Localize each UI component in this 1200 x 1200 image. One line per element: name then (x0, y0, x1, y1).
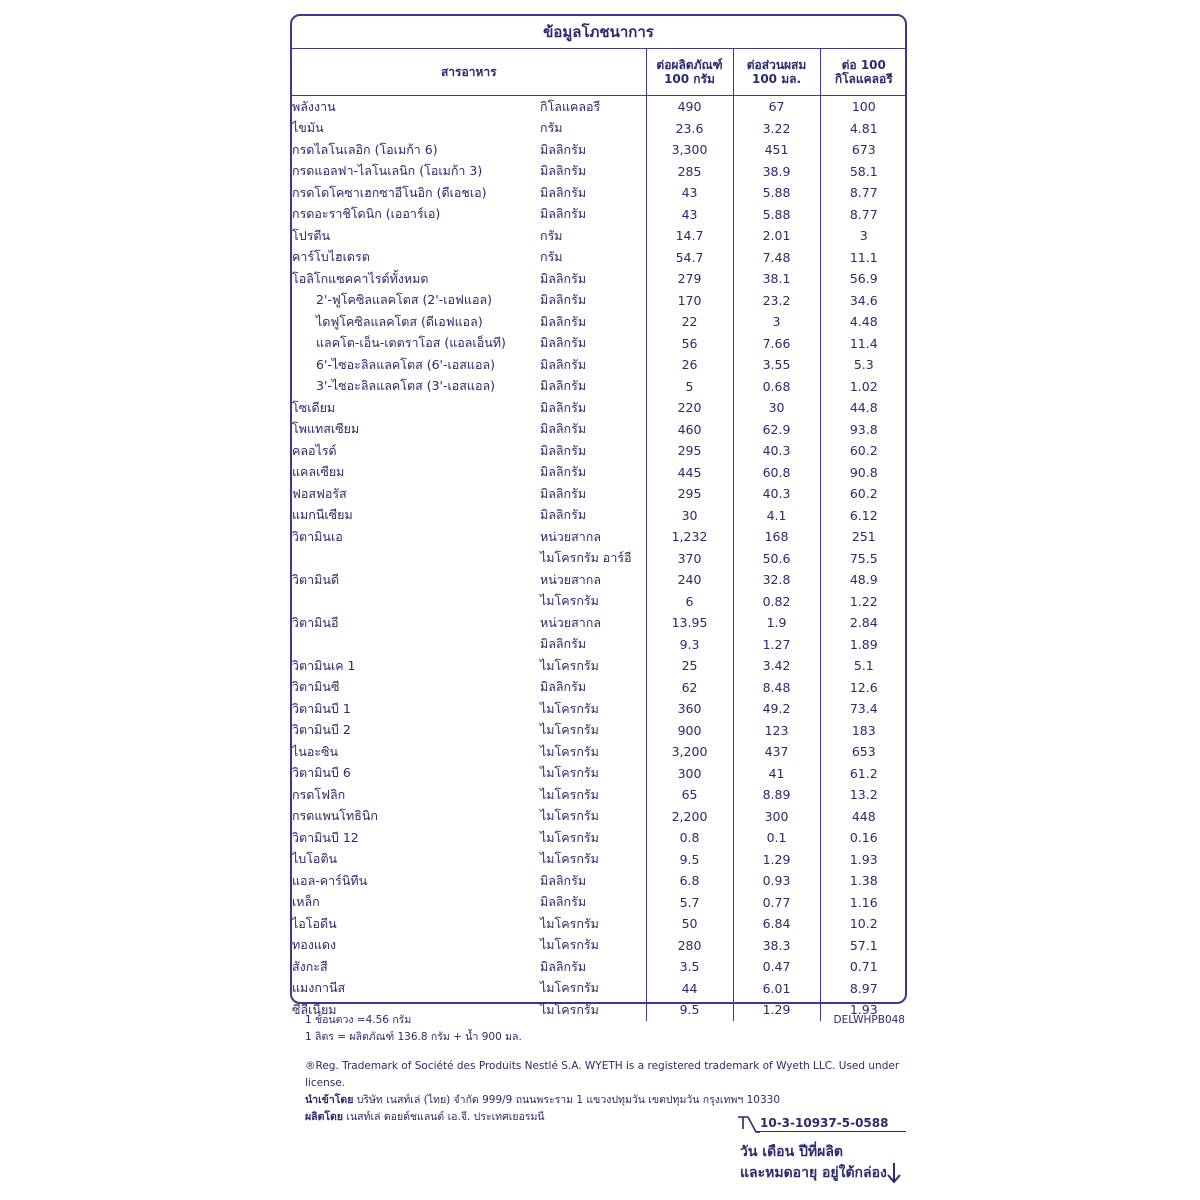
table-row (292, 870, 907, 892)
value-per-100kcal: 100 (820, 96, 907, 118)
header-per-100kcal-line2: กิโลแคลอรี (834, 72, 893, 86)
value-per-100kcal: 58.1 (820, 161, 907, 183)
nutrient-unit: มิลลิกรัม (540, 421, 587, 437)
table-row (292, 139, 907, 161)
value-per-product: 295 (646, 483, 733, 505)
value-per-100kcal: 12.6 (820, 677, 907, 699)
value-per-100kcal: 57.1 (820, 935, 907, 957)
nutrient-name: วิตามินบี 1 (292, 700, 351, 716)
value-per-product: 900 (646, 720, 733, 742)
value-per-product: 13.95 (646, 612, 733, 634)
table-row (292, 591, 907, 613)
nutrient-name: วิตามินอี (292, 614, 339, 630)
trademark-note: ®Reg. Trademark of Société des Produits Nestlé S.A. WYETH is a registered trademark of Wyeth LLC. Used under license. (305, 1060, 900, 1089)
table-row (292, 698, 907, 720)
value-per-100kcal: 44.8 (820, 397, 907, 419)
value-per-serving: 1.29 (733, 849, 820, 871)
nutrient-unit: มิลลิกรัม (540, 335, 587, 351)
value-per-serving: 60.8 (733, 462, 820, 484)
header-per-product-line1: ต่อผลิตภัณฑ์ (656, 58, 723, 72)
importer-text: บริษัท เนสท์เล่ (ไทย) จำกัด 999/9 ถนนพระราม 1 แขวงปทุมวัน เขตปทุมวัน กรุงเทพฯ 10330 (356, 1094, 780, 1106)
value-per-100kcal: 2.84 (820, 612, 907, 634)
nutrient-unit: กิโลแคลอรี (540, 98, 601, 114)
value-per-serving: 437 (733, 741, 820, 763)
value-per-product: 300 (646, 763, 733, 785)
table-row (292, 419, 907, 441)
nutrient-name: วิตามินเค 1 (292, 657, 356, 673)
value-per-product: 220 (646, 397, 733, 419)
value-per-100kcal: 8.77 (820, 204, 907, 226)
nutrient-name: วิตามินบี 2 (292, 722, 351, 738)
value-per-100kcal: 1.93 (820, 849, 907, 871)
value-per-serving: 0.47 (733, 956, 820, 978)
value-per-100kcal: 4.81 (820, 118, 907, 140)
value-per-product: 9.5 (646, 849, 733, 871)
table-row (292, 161, 907, 183)
value-per-product: 9.5 (646, 999, 733, 1021)
table-row (292, 182, 907, 204)
value-per-product: 43 (646, 204, 733, 226)
header-per-100kcal-line1: ต่อ 100 (841, 58, 886, 72)
nutrient-unit: ไมโครกรัม (540, 700, 599, 716)
value-per-100kcal: 61.2 (820, 763, 907, 785)
table-row (292, 720, 907, 742)
value-per-100kcal: 11.4 (820, 333, 907, 355)
value-per-100kcal: 8.97 (820, 978, 907, 1000)
value-per-product: 370 (646, 548, 733, 570)
table-row (292, 677, 907, 699)
value-per-product: 285 (646, 161, 733, 183)
nutrient-unit: หน่วยสากล (540, 528, 602, 544)
nutrient-name: กรดโดโคซาเฮกซาอีโนอิก (ดีเอชเอ) (292, 184, 487, 200)
header-per-product-line2: 100 กรัม (664, 72, 715, 86)
value-per-serving: 123 (733, 720, 820, 742)
value-per-100kcal: 48.9 (820, 569, 907, 591)
nutrient-name: สังกะสี (292, 958, 328, 974)
nutrient-name: วิตามินบี 6 (292, 765, 351, 781)
value-per-product: 44 (646, 978, 733, 1000)
header-per-serving-line2: 100 มล. (751, 72, 802, 86)
nutrient-unit: หน่วยสากล (540, 614, 602, 630)
table-row (292, 827, 907, 849)
nutrient-name: ทองแดง (292, 937, 337, 953)
value-per-product: 30 (646, 505, 733, 527)
nutrient-unit: มิลลิกรัม (540, 894, 587, 910)
nutrient-unit: ไมโครกรัม (540, 743, 599, 759)
value-per-product: 22 (646, 311, 733, 333)
value-per-serving: 300 (733, 806, 820, 828)
header-per-serving (733, 49, 820, 96)
nutrient-name (292, 591, 540, 613)
importer-label: นำเข้าโดย (305, 1094, 354, 1106)
value-per-serving: 3.42 (733, 655, 820, 677)
value-per-100kcal: 3 (820, 225, 907, 247)
table-row (292, 96, 907, 118)
value-per-serving: 0.1 (733, 827, 820, 849)
value-per-100kcal: 8.77 (820, 182, 907, 204)
nutrient-name: 6'-ไซอะลิลแลคโตส (6'-เอสแอล) (316, 356, 496, 372)
value-per-serving: 38.1 (733, 268, 820, 290)
value-per-100kcal: 0.71 (820, 956, 907, 978)
value-per-serving: 0.68 (733, 376, 820, 398)
value-per-product: 5.7 (646, 892, 733, 914)
value-per-serving: 8.89 (733, 784, 820, 806)
value-per-product: 3,200 (646, 741, 733, 763)
table-row (292, 978, 907, 1000)
value-per-100kcal: 448 (820, 806, 907, 828)
table-row (292, 333, 907, 355)
value-per-serving: 67 (733, 96, 820, 118)
nutrient-unit: กรัม (540, 227, 563, 243)
value-per-serving: 40.3 (733, 483, 820, 505)
value-per-product: 6 (646, 591, 733, 613)
value-per-serving: 8.48 (733, 677, 820, 699)
value-per-serving: 62.9 (733, 419, 820, 441)
nutrient-name: แลคโต-เอ็น-เตตราโอส (แอลเอ็นที) (316, 335, 506, 351)
value-per-100kcal: 251 (820, 526, 907, 548)
value-per-product: 0.8 (646, 827, 733, 849)
nutrient-unit: ไมโครกรัม (540, 829, 599, 845)
value-per-serving: 5.88 (733, 182, 820, 204)
table-row (292, 483, 907, 505)
nutrient-name: กรดไลโนเลอิก (โอเมก้า 6) (292, 141, 438, 157)
nutrition-table (292, 49, 907, 1021)
nutrient-unit: มิลลิกรัม (540, 399, 587, 415)
value-per-100kcal: 60.2 (820, 483, 907, 505)
nutrient-name: ไขมัน (292, 120, 324, 136)
table-row (292, 548, 907, 570)
table-row (292, 849, 907, 871)
nutrient-name: พลังงาน (292, 98, 336, 114)
value-per-100kcal: 13.2 (820, 784, 907, 806)
table-row (292, 569, 907, 591)
nutrient-unit: มิลลิกรัม (540, 958, 587, 974)
value-per-100kcal: 10.2 (820, 913, 907, 935)
nutrient-unit: ไมโครกรัม (540, 1001, 599, 1017)
nutrient-name: ซีลีเนียม (292, 1001, 337, 1017)
nutrient-unit: มิลลิกรัม (540, 485, 587, 501)
table-row (292, 462, 907, 484)
value-per-serving: 1.27 (733, 634, 820, 656)
value-per-serving: 6.01 (733, 978, 820, 1000)
value-per-serving: 0.82 (733, 591, 820, 613)
value-per-serving: 7.66 (733, 333, 820, 355)
nutrient-unit: ไมโครกรัม (540, 915, 599, 931)
value-per-100kcal: 75.5 (820, 548, 907, 570)
value-per-product: 65 (646, 784, 733, 806)
value-per-100kcal: 1.93 (820, 999, 907, 1021)
table-row (292, 655, 907, 677)
nutrient-unit: ไมโครกรัม (540, 593, 599, 609)
value-per-100kcal: 1.02 (820, 376, 907, 398)
value-per-product: 9.3 (646, 634, 733, 656)
value-per-product: 3,300 (646, 139, 733, 161)
value-per-serving: 38.9 (733, 161, 820, 183)
table-row (292, 526, 907, 548)
table-header-row (292, 49, 907, 96)
table-row (292, 505, 907, 527)
value-per-product: 14.7 (646, 225, 733, 247)
nutrient-unit: มิลลิกรัม (540, 872, 587, 888)
value-per-serving: 23.2 (733, 290, 820, 312)
value-per-serving: 451 (733, 139, 820, 161)
table-row (292, 634, 907, 656)
value-per-product: 62 (646, 677, 733, 699)
table-row (292, 376, 907, 398)
table-row (292, 204, 907, 226)
arrow-down-icon (886, 1162, 902, 1184)
value-per-product: 445 (646, 462, 733, 484)
value-per-product: 5 (646, 376, 733, 398)
nutrient-name (292, 548, 540, 570)
table-row (292, 935, 907, 957)
nutrient-name: โปรตีน (292, 227, 331, 243)
table-row (292, 225, 907, 247)
nutrient-unit: กรัม (540, 249, 563, 265)
value-per-100kcal: 653 (820, 741, 907, 763)
nutrition-rows (292, 96, 907, 1021)
table-row (292, 354, 907, 376)
table-row (292, 763, 907, 785)
nutrient-unit: มิลลิกรัม (540, 184, 587, 200)
value-per-100kcal: 183 (820, 720, 907, 742)
value-per-product: 26 (646, 354, 733, 376)
nutrient-unit: มิลลิกรัม (540, 679, 587, 695)
value-per-product: 240 (646, 569, 733, 591)
table-row (292, 913, 907, 935)
nutrient-unit: ไมโครกรัม (540, 786, 599, 802)
value-per-serving: 3.55 (733, 354, 820, 376)
value-per-100kcal: 5.1 (820, 655, 907, 677)
date-note (740, 1142, 910, 1184)
value-per-serving: 6.84 (733, 913, 820, 935)
value-per-100kcal: 60.2 (820, 440, 907, 462)
value-per-product: 1,232 (646, 526, 733, 548)
value-per-product: 50 (646, 913, 733, 935)
value-per-serving: 5.88 (733, 204, 820, 226)
nutrient-name: ไอโอดีน (292, 915, 337, 931)
table-row (292, 440, 907, 462)
value-per-serving: 2.01 (733, 225, 820, 247)
value-per-product: 23.6 (646, 118, 733, 140)
value-per-serving: 3 (733, 311, 820, 333)
nutrient-unit: ไมโครกรัม (540, 980, 599, 996)
value-per-serving: 1.29 (733, 999, 820, 1021)
table-row (292, 268, 907, 290)
value-per-100kcal: 93.8 (820, 419, 907, 441)
nutrient-name: ฟอสฟอรัส (292, 485, 347, 501)
nutrient-name (292, 634, 540, 656)
nutrient-name: วิตามินเอ (292, 528, 343, 544)
value-per-serving: 38.3 (733, 935, 820, 957)
nutrient-unit: ไมโครกรัม (540, 851, 599, 867)
value-per-100kcal: 11.1 (820, 247, 907, 269)
value-per-serving: 41 (733, 763, 820, 785)
nutrient-name: โอลิโกแซคคาไรด์ทั้งหมด (292, 270, 429, 286)
nutrient-name: คาร์โบไฮเดรต (292, 249, 370, 265)
value-per-product: 25 (646, 655, 733, 677)
nutrient-unit: ไมโครกรัม (540, 937, 599, 953)
nutrient-unit: ไมโครกรัม (540, 808, 599, 824)
value-per-100kcal: 56.9 (820, 268, 907, 290)
date-note-line1: วัน เดือน ปีที่ผลิต (740, 1144, 844, 1160)
nutrient-unit: ไมโครกรัม อาร์อี (540, 550, 632, 566)
nutrient-name: แมงกานีส (292, 980, 346, 996)
registration-number (736, 1114, 906, 1134)
value-per-serving: 3.22 (733, 118, 820, 140)
value-per-100kcal: 0.16 (820, 827, 907, 849)
value-per-product: 460 (646, 419, 733, 441)
value-per-100kcal: 5.3 (820, 354, 907, 376)
table-row (292, 247, 907, 269)
value-per-serving: 49.2 (733, 698, 820, 720)
nutrient-unit: มิลลิกรัม (540, 464, 587, 480)
nutrient-unit: มิลลิกรัม (540, 442, 587, 458)
value-per-serving: 168 (733, 526, 820, 548)
nutrient-unit: ไมโครกรัม (540, 722, 599, 738)
value-per-100kcal: 6.12 (820, 505, 907, 527)
panel-title: ข้อมูลโภชนาการ (292, 16, 905, 49)
nutrient-unit: มิลลิกรัม (540, 292, 587, 308)
value-per-product: 170 (646, 290, 733, 312)
value-per-100kcal: 1.16 (820, 892, 907, 914)
nutrient-name: เหล็ก (292, 894, 320, 910)
nutrient-name: กรดโฟลิก (292, 786, 346, 802)
value-per-100kcal: 4.48 (820, 311, 907, 333)
product-code: DELWHPB048 (833, 1014, 905, 1026)
nutrient-unit: มิลลิกรัม (540, 206, 587, 222)
table-row (292, 118, 907, 140)
value-per-100kcal: 73.4 (820, 698, 907, 720)
nutrient-name: โพแทสเซียม (292, 421, 360, 437)
value-per-serving: 50.6 (733, 548, 820, 570)
registration-code: 10-3-10937-5-0588 (756, 1115, 906, 1132)
nutrient-unit: กรัม (540, 120, 563, 136)
nutrient-unit: มิลลิกรัม (540, 378, 587, 394)
value-per-product: 490 (646, 96, 733, 118)
table-row (292, 311, 907, 333)
table-row (292, 290, 907, 312)
value-per-product: 6.8 (646, 870, 733, 892)
nutrient-name: วิตามินซี (292, 679, 340, 695)
manufacturer-label: ผลิตโดย (305, 1111, 344, 1123)
nutrient-unit: มิลลิกรัม (540, 313, 587, 329)
nutrient-unit: มิลลิกรัม (540, 270, 587, 286)
nutrient-name: แคลเซียม (292, 464, 345, 480)
nutrient-name: 3'-ไซอะลิลแลคโตส (3'-เอสแอล) (316, 378, 496, 394)
value-per-product: 279 (646, 268, 733, 290)
nutrient-name: แมกนีเซียม (292, 507, 353, 523)
value-per-100kcal: 1.22 (820, 591, 907, 613)
value-per-product: 2,200 (646, 806, 733, 828)
value-per-product: 280 (646, 935, 733, 957)
header-nutrient: สารอาหาร (292, 49, 646, 96)
header-per-product (646, 49, 733, 96)
value-per-serving: 30 (733, 397, 820, 419)
value-per-100kcal: 34.6 (820, 290, 907, 312)
header-per-serving-line1: ต่อส่วนผสม (746, 58, 807, 72)
nutrient-name: ไดฟูโคซิลแลคโตส (ดีเอฟแอล) (316, 313, 483, 329)
nutrient-name: กรดอะราชิโดนิก (เออาร์เอ) (292, 206, 441, 222)
litre-note: 1 ลิตร = ผลิตภัณฑ์ 136.8 กรัม + น้ำ 900 มล. (305, 1031, 522, 1043)
value-per-100kcal: 673 (820, 139, 907, 161)
value-per-serving: 0.93 (733, 870, 820, 892)
scoop-note: 1 ช้อนตวง =4.56 กรัม (305, 1014, 412, 1026)
nutrient-unit: มิลลิกรัม (540, 636, 587, 652)
table-row (292, 741, 907, 763)
nutrient-name: ไบโอติน (292, 851, 338, 867)
nutrient-unit: มิลลิกรัม (540, 507, 587, 523)
nutrient-name: วิตามินดี (292, 571, 340, 587)
value-per-serving: 4.1 (733, 505, 820, 527)
nutrient-name: ไนอะซิน (292, 743, 339, 759)
table-row (292, 892, 907, 914)
value-per-serving: 0.77 (733, 892, 820, 914)
value-per-product: 43 (646, 182, 733, 204)
nutrient-name: แอล-คาร์นิทีน (292, 872, 368, 888)
table-row (292, 806, 907, 828)
value-per-product: 295 (646, 440, 733, 462)
manufacturer-text: เนสท์เล่ ดอยต์ชแลนด์ เอ.จี. ประเทศเยอรมนี (346, 1111, 545, 1123)
nutrient-name: 2'-ฟูโคซิลแลคโตส (2'-เอฟแอล) (316, 292, 492, 308)
table-row (292, 956, 907, 978)
value-per-product: 3.5 (646, 956, 733, 978)
nutrient-unit: มิลลิกรัม (540, 356, 587, 372)
nutrient-unit: ไมโครกรัม (540, 657, 599, 673)
value-per-serving: 1.9 (733, 612, 820, 634)
date-note-line2: และหมดอายุ อยู่ใต้กล่อง (740, 1165, 887, 1181)
importer-line (305, 1092, 905, 1109)
nutrient-name: วิตามินบี 12 (292, 829, 359, 845)
table-row (292, 397, 907, 419)
value-per-100kcal: 1.38 (820, 870, 907, 892)
table-row (292, 784, 907, 806)
value-per-serving: 32.8 (733, 569, 820, 591)
value-per-100kcal: 1.89 (820, 634, 907, 656)
value-per-serving: 40.3 (733, 440, 820, 462)
nutrient-unit: มิลลิกรัม (540, 141, 587, 157)
nutrient-name: คลอไรด์ (292, 442, 337, 458)
nutrient-name: กรดแพนโทธินิก (292, 808, 378, 824)
value-per-serving: 7.48 (733, 247, 820, 269)
value-per-product: 360 (646, 698, 733, 720)
header-per-100kcal (820, 49, 907, 96)
nutrient-unit: ไมโครกรัม (540, 765, 599, 781)
nutrient-name: กรดแอลฟา-ไลโนเลนิก (โอเมก้า 3) (292, 163, 483, 179)
table-row (292, 612, 907, 634)
nutrient-name: โซเดียม (292, 399, 336, 415)
nutrient-unit: มิลลิกรัม (540, 163, 587, 179)
serving-notes (305, 1012, 905, 1046)
nutrition-facts-panel (290, 14, 907, 1018)
nutrient-unit: หน่วยสากล (540, 571, 602, 587)
value-per-100kcal: 90.8 (820, 462, 907, 484)
value-per-product: 56 (646, 333, 733, 355)
value-per-product: 54.7 (646, 247, 733, 269)
